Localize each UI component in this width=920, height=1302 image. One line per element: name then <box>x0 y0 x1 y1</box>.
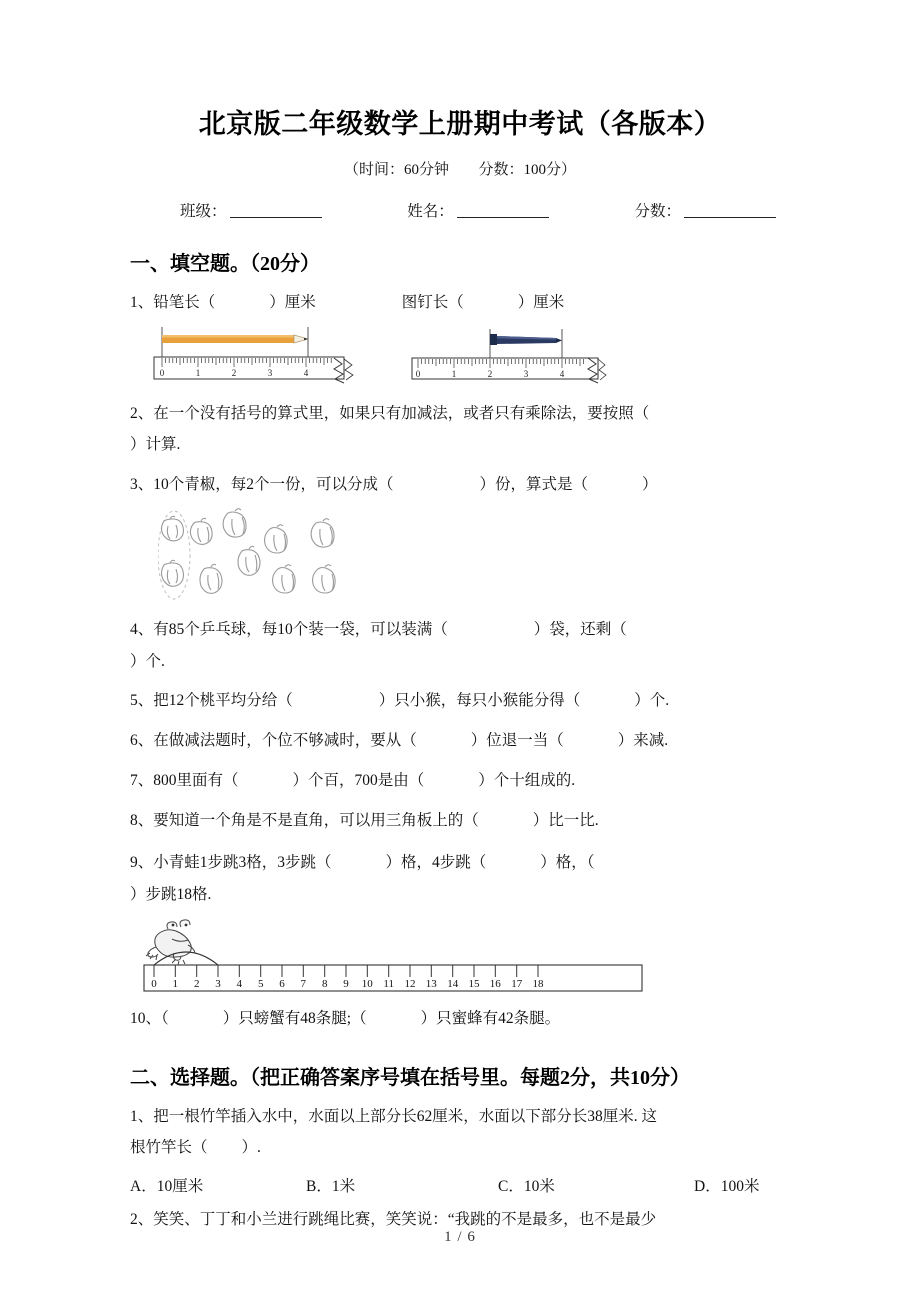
q9-line-1 <box>130 847 790 879</box>
q8-text-a: 8、要知道一个角是不是直角，可以用三角板上的（ <box>130 811 479 829</box>
numline-label-6: 6 <box>279 977 285 990</box>
numline-label-16: 16 <box>489 977 501 990</box>
q3-text-b: ）份，算式是（ <box>479 476 589 494</box>
question-10 <box>130 1003 790 1035</box>
q9-text-a: 9、小青蛙1步跳3格，3步跳（ <box>130 854 332 872</box>
q10-text-a: 10、（ <box>130 1009 169 1027</box>
q7-text-b: ）个百，700是由（ <box>292 771 425 789</box>
q9-text-c: ）格，（ <box>540 854 595 872</box>
question-9 <box>130 847 790 911</box>
class-label: 班级： <box>180 202 227 220</box>
exam-total-score: 分数：100分） <box>478 161 577 178</box>
q4-line-1 <box>130 614 790 646</box>
section-heading-multiple-choice: 二、选择题。（把正确答案序号填在括号里。每题2分，共10分） <box>130 1066 690 1089</box>
pencil-ruler-tick-4: 4 <box>303 367 309 378</box>
q1-text-c: 图钉长（ <box>401 293 464 311</box>
pepper-2 <box>190 518 212 544</box>
c1-line-2 <box>130 1132 790 1164</box>
question-3 <box>130 469 790 501</box>
numline-label-18: 18 <box>532 977 544 990</box>
score-blank[interactable] <box>684 204 776 218</box>
q10-text-b: ）只螃蟹有48条腿;（ <box>222 1009 367 1027</box>
q8-text-b: ）比一比. <box>532 811 599 829</box>
c1-text-b: ）. <box>241 1139 261 1157</box>
numline-label-11: 11 <box>383 977 394 990</box>
name-blank[interactable] <box>457 204 549 218</box>
name-label: 姓名： <box>407 202 454 220</box>
green-peppers-svg <box>158 507 358 603</box>
pepper-8 <box>238 546 260 575</box>
option-d[interactable]: D．100米 <box>694 1178 760 1196</box>
choice-question-1-options <box>130 1174 790 1196</box>
q5-text-c: ）个. <box>634 692 670 710</box>
option-a[interactable]: A．10厘米 <box>130 1178 204 1196</box>
thumbtack-ruler-figure <box>404 325 609 387</box>
numline-label-3: 3 <box>215 977 221 990</box>
q6-text-b: ）位退一当（ <box>470 732 564 750</box>
choice-question-2: 2、笑笑、丁丁和小兰进行跳绳比赛，笑笑说：“我跳的不是最多，也不是最少 <box>130 1211 657 1229</box>
q7-text-c: ）个十组成的. <box>478 771 576 789</box>
frog-number-line-svg <box>138 917 648 995</box>
score-field[interactable] <box>634 199 776 221</box>
tack-ruler-tick-3: 3 <box>523 368 529 379</box>
q10-text-c: ）只蜜蜂有42条腿。 <box>420 1009 561 1027</box>
tack-ruler-tick-4: 4 <box>559 368 565 379</box>
student-info-line <box>130 199 790 221</box>
pepper-1 <box>162 516 184 541</box>
option-b[interactable]: B．1米 <box>306 1178 356 1196</box>
numline-label-2: 2 <box>193 977 200 990</box>
numline-label-5: 5 <box>257 977 264 990</box>
question-8 <box>130 805 790 837</box>
numline-label-13: 13 <box>425 977 437 990</box>
page-title: 北京版二年级数学上册期中考试（各版本） <box>198 109 722 139</box>
numline-label-8: 8 <box>321 977 328 990</box>
q3-text-c: ） <box>642 476 658 494</box>
tack-ruler-tick-0: 0 <box>415 368 421 379</box>
numline-label-0: 0 <box>151 977 157 990</box>
pepper-7 <box>200 564 222 593</box>
q6-text-c: ）来减. <box>617 732 669 750</box>
thumbtack-ruler-svg <box>404 325 609 387</box>
pepper-10 <box>313 565 336 593</box>
c1-text-a: 根竹竿长（ <box>130 1139 208 1157</box>
numline-label-4: 4 <box>236 977 243 990</box>
q1-text-d: ）厘米 <box>517 293 565 311</box>
question-6 <box>130 725 790 757</box>
question-4 <box>130 614 790 678</box>
question-5 <box>130 685 790 717</box>
numline-label-1: 1 <box>172 977 179 990</box>
class-blank[interactable] <box>230 204 322 218</box>
pepper-6 <box>162 560 184 586</box>
numline-label-17: 17 <box>511 977 523 990</box>
q3-text-a: 3、10个青椒，每2个一份，可以分成（ <box>130 476 394 494</box>
section-heading-fill-blank: 一、填空题。（20分） <box>130 252 320 275</box>
page-number: 1 / 6 <box>444 1229 476 1245</box>
numline-label-10: 10 <box>361 977 373 990</box>
option-c[interactable]: C．10米 <box>498 1178 555 1196</box>
frog-icon <box>146 920 195 965</box>
pencil-ruler-tick-2: 2 <box>231 367 237 378</box>
class-field[interactable] <box>180 199 322 221</box>
name-field[interactable] <box>407 199 549 221</box>
question-1 <box>130 287 790 319</box>
question-2 <box>130 398 790 462</box>
q7-text-a: 7、800里面有（ <box>130 771 239 789</box>
pepper-5 <box>311 519 334 547</box>
tack-ruler-tick-2: 2 <box>487 368 493 379</box>
q2-line-2: ）计算. <box>130 436 181 454</box>
q9-text-b: ）格，4步跳（ <box>385 854 487 872</box>
pencil-ruler-tick-3: 3 <box>267 367 273 378</box>
pepper-9 <box>273 565 296 593</box>
question-9-figure <box>138 917 790 995</box>
q4-text-b: ）袋，还剩（ <box>533 620 627 638</box>
pencil-ruler-figure <box>148 325 358 387</box>
numline-label-9: 9 <box>343 977 349 990</box>
exam-subtitle <box>130 158 790 179</box>
q1-text-b: ）厘米 <box>269 293 316 311</box>
q5-text-a: 5、把12个桃平均分给（ <box>130 692 293 710</box>
q2-line-1: 2、在一个没有括号的算式里，如果只有加减法，或者只有乘除法，要按照（ <box>130 404 650 422</box>
question-3-figure <box>158 507 790 603</box>
q9-line-2: ）步跳18格. <box>130 886 212 904</box>
pepper-4 <box>265 525 288 553</box>
q4-text-a: 4、有85个乒乓球，每10个装一袋，可以装满（ <box>130 620 448 638</box>
numline-label-7: 7 <box>300 977 307 990</box>
tack-ruler-tick-1: 1 <box>451 368 457 379</box>
pencil-ruler-tick-0: 0 <box>159 367 165 378</box>
numline-label-14: 14 <box>447 977 459 990</box>
q4-line-2: ）个. <box>130 652 165 670</box>
question-7 <box>130 765 790 797</box>
c1-line-1: 1、把一根竹竿插入水中，水面以上部分长62厘米，水面以下部分长38厘米. 这 <box>130 1107 658 1125</box>
q6-text-a: 6、在做减法题时，个位不够减时，要从（ <box>130 732 417 750</box>
q5-text-b: ）只小猴，每只小猴能分得（ <box>378 692 581 710</box>
score-label: 分数： <box>634 202 681 220</box>
q1-text-a: 1、铅笔长（ <box>130 293 216 311</box>
pencil-ruler-svg <box>148 325 358 387</box>
numline-label-12: 12 <box>404 977 416 990</box>
numline-label-15: 15 <box>468 977 480 990</box>
exam-time: （时间：60分钟 <box>343 161 449 178</box>
choice-question-1 <box>130 1101 790 1165</box>
pencil-ruler-tick-1: 1 <box>195 367 201 378</box>
question-1-figures <box>130 325 790 387</box>
pepper-3 <box>223 509 246 537</box>
